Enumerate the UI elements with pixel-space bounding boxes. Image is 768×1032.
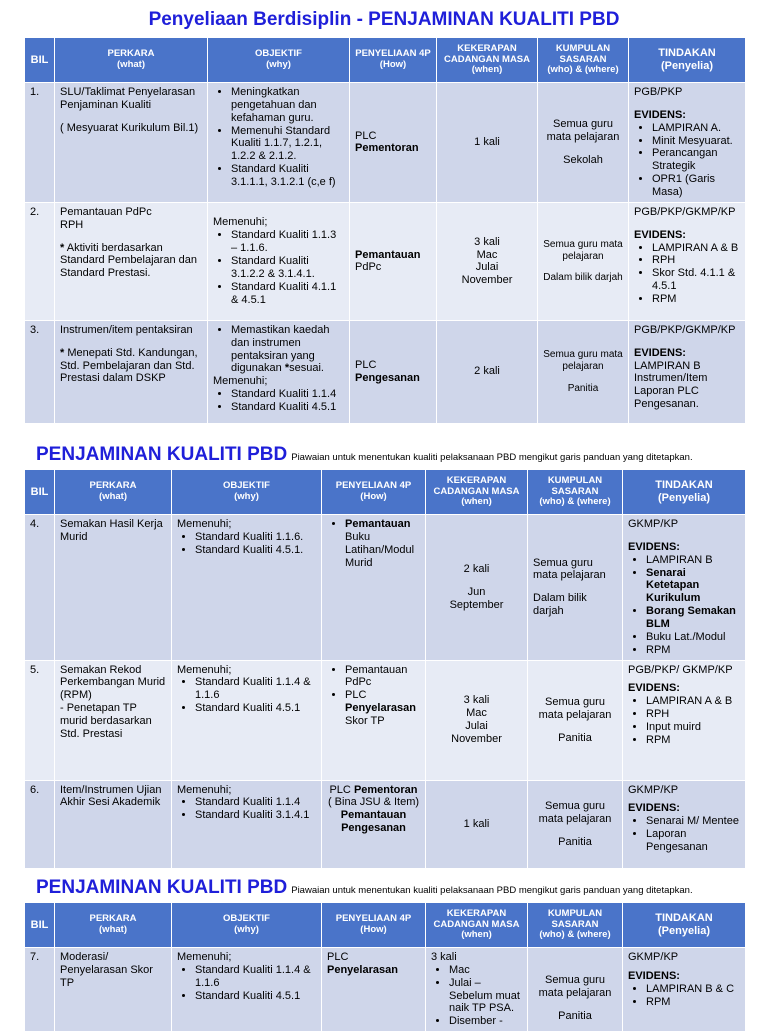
row-tindakan: GKMP/KP EVIDENS: • LAMPIRAN B & C • RPM (623, 948, 746, 1032)
row-kumpulan: Semua guru mata pelajaran Dalam bilik darjah (538, 202, 629, 320)
header-kekerapan: KEKERAPAN CADANGAN MASA (when) (426, 470, 528, 515)
row-objektif: • Memastikan kaedah dan instrumen pentaksiran yang digunakan *sesuai. Memenuhi; • Standard Kualiti 1.1.4 • Standard Kualiti 4.5.1 (208, 320, 350, 423)
header-bil: BIL (25, 38, 55, 83)
header-kekerapan: KEKERAPAN CADANGAN MASA (when) (426, 903, 528, 948)
table-row (25, 660, 746, 780)
row-kekerapan: 3 kali Mac Julai November (426, 660, 528, 780)
row-tindakan: PGB/PKP/GKMP/KP EVIDENS: • LAMPIRAN A & B • RPH • Skor Std. 4.1.1 & 4.5.1 • RPM (629, 202, 746, 320)
row-objektif: Memenuhi; • Standard Kualiti 1.1.3 – 1.1.6. • Standard Kualiti 3.1.2.2 & 3.1.4.1. • Standard Kualiti 4.1.1 & 4.5.1 (208, 202, 350, 320)
header-bil: BIL (25, 470, 55, 515)
row-tindakan: GKMP/KP EVIDENS: • Senarai M/ Mentee • Laporan Pengesanan (623, 780, 746, 868)
row-perkara: Moderasi/ Penyelarasan Skor TP (55, 948, 172, 1032)
header-tindakan: TINDAKAN (Penyelia) (623, 470, 746, 515)
row-kumpulan: Semua guru mata pelajaran Sekolah (538, 83, 629, 203)
header-tindakan: TINDAKAN (Penyelia) (629, 38, 746, 83)
header-objektif: OBJEKTIF (why) (172, 470, 322, 515)
row-perkara: Instrumen/item pentaksiran * Menepati Std. Kandungan, Std. Pembelajaran dan Std. Prestasi dalam DSKP (55, 320, 208, 423)
row-bil: 1. (25, 83, 55, 203)
row-objektif: • Meningkatkan pengetahuan dan kefahaman guru. • Memenuhi Standard Kualiti 1.1.7, 1.2.1, 1.2.2 & 2.1.2. • Standard Kualiti 3.1.1.1, 3.1.2.1 (c,e f) (208, 83, 350, 203)
row-penyeliaan: • Pemantauan PdPc • PLC Penyelarasan Skor TP (322, 660, 426, 780)
table-penyeliaan-1 (24, 37, 746, 424)
header-kumpulan: KUMPULAN SASARAN (who) & (where) (528, 903, 623, 948)
row-kumpulan: Semua guru mata pelajaran Panitia (528, 660, 623, 780)
row-objektif: Memenuhi; • Standard Kualiti 1.1.6. • Standard Kualiti 4.5.1. (172, 515, 322, 661)
row-penyeliaan: PLC Pementoran (350, 83, 437, 203)
section-title: PENJAMINAN KUALITI PBD Piawaian untuk menentukan kualiti pelaksanaan PBD mengikut garis panduan yang ditetapkan. (36, 444, 693, 465)
row-penyeliaan: PLC Penyelarasan (322, 948, 426, 1032)
row-objektif: Memenuhi; • Standard Kualiti 1.1.4 • Standard Kualiti 3.1.4.1 (172, 780, 322, 868)
row-kumpulan: Semua guru mata pelajaran Panitia (538, 320, 629, 423)
table-penyeliaan-2 (24, 469, 746, 869)
table-row (25, 780, 746, 868)
row-tindakan: PGB/PKP/GKMP/KP EVIDENS: LAMPIRAN B Instrumen/Item Laporan PLC Pengesanan. (629, 320, 746, 423)
row-tindakan: GKMP/KP EVIDENS: • LAMPIRAN B • Senarai Ketetapan Kurikulum • Borang Semakan BLM • Buku Lat./Modul • RPM (623, 515, 746, 661)
header-kumpulan: KUMPULAN SASARAN (who) & (where) (538, 38, 629, 83)
row-perkara: SLU/Taklimat Penyelarasan Penjaminan Kualiti ( Mesyuarat Kurikulum Bil.1) (55, 83, 208, 203)
row-bil: 6. (25, 780, 55, 868)
row-bil: 3. (25, 320, 55, 423)
row-objektif: Memenuhi; • Standard Kualiti 1.1.4 & 1.1.6 • Standard Kualiti 4.5.1 (172, 948, 322, 1032)
row-penyeliaan: Pemantauan PdPc (350, 202, 437, 320)
row-tindakan: PGB/PKP EVIDENS: • LAMPIRAN A. • Minit Mesyuarat. • Perancangan Strategik • OPR1 (Garis Masa) (629, 83, 746, 203)
header-tindakan: TINDAKAN (Penyelia) (623, 903, 746, 948)
header-penyeliaan: PENYELIAAN 4P (How) (350, 38, 437, 83)
row-kekerapan: 3 kali Mac Julai November (437, 202, 538, 320)
row-perkara: Semakan Hasil Kerja Murid (55, 515, 172, 661)
row-perkara: Semakan Rekod Perkembangan Murid (RPM) - Penetapan TP murid berdasarkan Std. Prestasi (55, 660, 172, 780)
header-perkara: PERKARA (what) (55, 903, 172, 948)
page-title: Penyeliaan Berdisiplin - PENJAMINAN KUALITI PBD (148, 9, 620, 30)
row-bil: 2. (25, 202, 55, 320)
section-title: PENJAMINAN KUALITI PBD Piawaian untuk menentukan kualiti pelaksanaan PBD mengikut garis panduan yang ditetapkan. (36, 877, 693, 898)
table-row (25, 948, 746, 1032)
row-kekerapan: 3 kali • Mac • Julai – Sebelum muat naik TP PSA. • Disember - (426, 948, 528, 1032)
row-tindakan: PGB/PKP/ GKMP/KP EVIDENS: • LAMPIRAN A & B • RPH • Input muird • RPM (623, 660, 746, 780)
row-perkara: Pemantauan PdPc RPH * Aktiviti berdasarkan Standard Pembelajaran dan Standard Prestasi. (55, 202, 208, 320)
row-kumpulan: Semua guru mata pelajaran Dalam bilik darjah (528, 515, 623, 661)
row-bil: 5. (25, 660, 55, 780)
row-bil: 7. (25, 948, 55, 1032)
table-penyeliaan-3 (24, 902, 746, 1032)
row-kekerapan: 2 kali Jun September (426, 515, 528, 661)
row-penyeliaan: PLC Pementoran ( Bina JSU & Item) Pemantauan Pengesanan (322, 780, 426, 868)
row-bil: 4. (25, 515, 55, 661)
table-row (25, 515, 746, 661)
header-penyeliaan: PENYELIAAN 4P (How) (322, 470, 426, 515)
header-perkara: PERKARA (what) (55, 38, 208, 83)
header-bil: BIL (25, 903, 55, 948)
row-kumpulan: Semua guru mata pelajaran Panitia (528, 948, 623, 1032)
row-objektif: Memenuhi; • Standard Kualiti 1.1.4 & 1.1.6 • Standard Kualiti 4.5.1 (172, 660, 322, 780)
row-perkara: Item/Instrumen Ujian Akhir Sesi Akademik (55, 780, 172, 868)
table-row (25, 202, 746, 320)
row-penyeliaan: • Pemantauan Buku Latihan/Modul Murid (322, 515, 426, 661)
header-kekerapan: KEKERAPAN CADANGAN MASA (when) (437, 38, 538, 83)
row-kumpulan: Semua guru mata pelajaran Panitia (528, 780, 623, 868)
table-row (25, 320, 746, 423)
table-row (25, 83, 746, 203)
row-kekerapan: 1 kali (426, 780, 528, 868)
header-perkara: PERKARA (what) (55, 470, 172, 515)
row-kekerapan: 2 kali (437, 320, 538, 423)
row-penyeliaan: PLC Pengesanan (350, 320, 437, 423)
row-kekerapan: 1 kali (437, 83, 538, 203)
header-kumpulan: KUMPULAN SASARAN (who) & (where) (528, 470, 623, 515)
header-objektif: OBJEKTIF (why) (172, 903, 322, 948)
header-objektif: OBJEKTIF (why) (208, 38, 350, 83)
header-penyeliaan: PENYELIAAN 4P (How) (322, 903, 426, 948)
